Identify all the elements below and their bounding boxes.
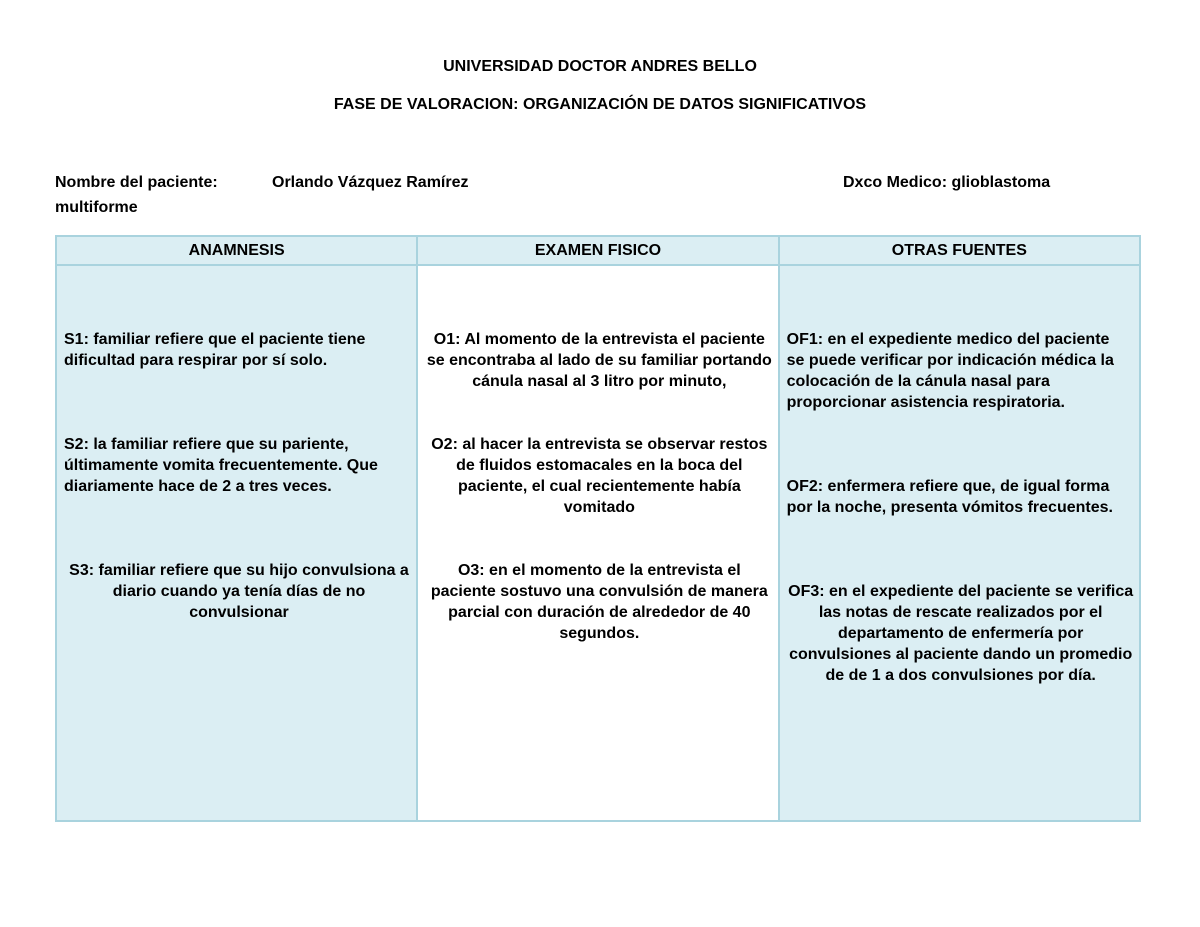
anamnesis-s2: S2: la familiar refiere que su pariente, últimamente vomita frecuentemente. Que diariamente hace de 2 a tres veces. <box>64 436 378 495</box>
examen-o2: O2: al hacer la entrevista se observar restos de fluidos estomacales en la boca del paciente, el cual recientemente había vomitado <box>431 436 768 516</box>
patient-name-value: Orlando Vázquez Ramírez <box>272 174 469 191</box>
header-otras-fuentes: OTRAS FUENTES <box>779 236 1140 265</box>
assessment-table <box>55 235 1141 822</box>
examen-fisico-cell <box>417 265 778 821</box>
otras-of1: OF1: en el expediente medico del paciente se puede verificar por indicación médica la colocación de la cánula nasal para proporcionar asistencia respiratoria. <box>786 331 1114 411</box>
anamnesis-cell <box>56 265 417 821</box>
diagnosis-label: Dxco Medico: glioblastoma <box>843 174 1051 191</box>
anamnesis-s3: S3: familiar refiere que su hijo convulsiona a diario cuando ya tenía días de no convulsionar <box>69 562 409 621</box>
university-title: UNIVERSIDAD DOCTOR ANDRES BELLO <box>443 58 757 75</box>
document-subtitle: FASE DE VALORACION: ORGANIZACIÓN DE DATOS SIGNIFICATIVOS <box>333 96 867 113</box>
header-examen-fisico: EXAMEN FISICO <box>417 236 778 265</box>
examen-o1: O1: Al momento de la entrevista el paciente se encontraba al lado de su familiar portando cánula nasal al 3 litro por minuto, <box>426 331 772 390</box>
anamnesis-s1: S1: familiar refiere que el paciente tiene dificultad para respirar por sí solo. <box>64 331 366 369</box>
header-anamnesis: ANAMNESIS <box>56 236 417 265</box>
patient-name-label: Nombre del paciente: <box>55 174 218 191</box>
table-body-row <box>56 265 1140 821</box>
otras-of2: OF2: enfermera refiere que, de igual forma por la noche, presenta vómitos frecuentes. <box>786 478 1113 516</box>
examen-o3: O3: en el momento de la entrevista el paciente sostuvo una convulsión de manera parcial con duración de alrededor de 40 segundos. <box>430 562 768 642</box>
otras-of3: OF3: en el expediente del paciente se verifica las notas de rescate realizados por el departamento de enfermería por convulsiones al paciente dando un promedio de de 1 a dos convulsiones por día. <box>788 583 1134 684</box>
table-header-row <box>56 236 1140 265</box>
otras-fuentes-cell <box>779 265 1140 821</box>
diagnosis-continuation: multiforme <box>55 199 138 216</box>
